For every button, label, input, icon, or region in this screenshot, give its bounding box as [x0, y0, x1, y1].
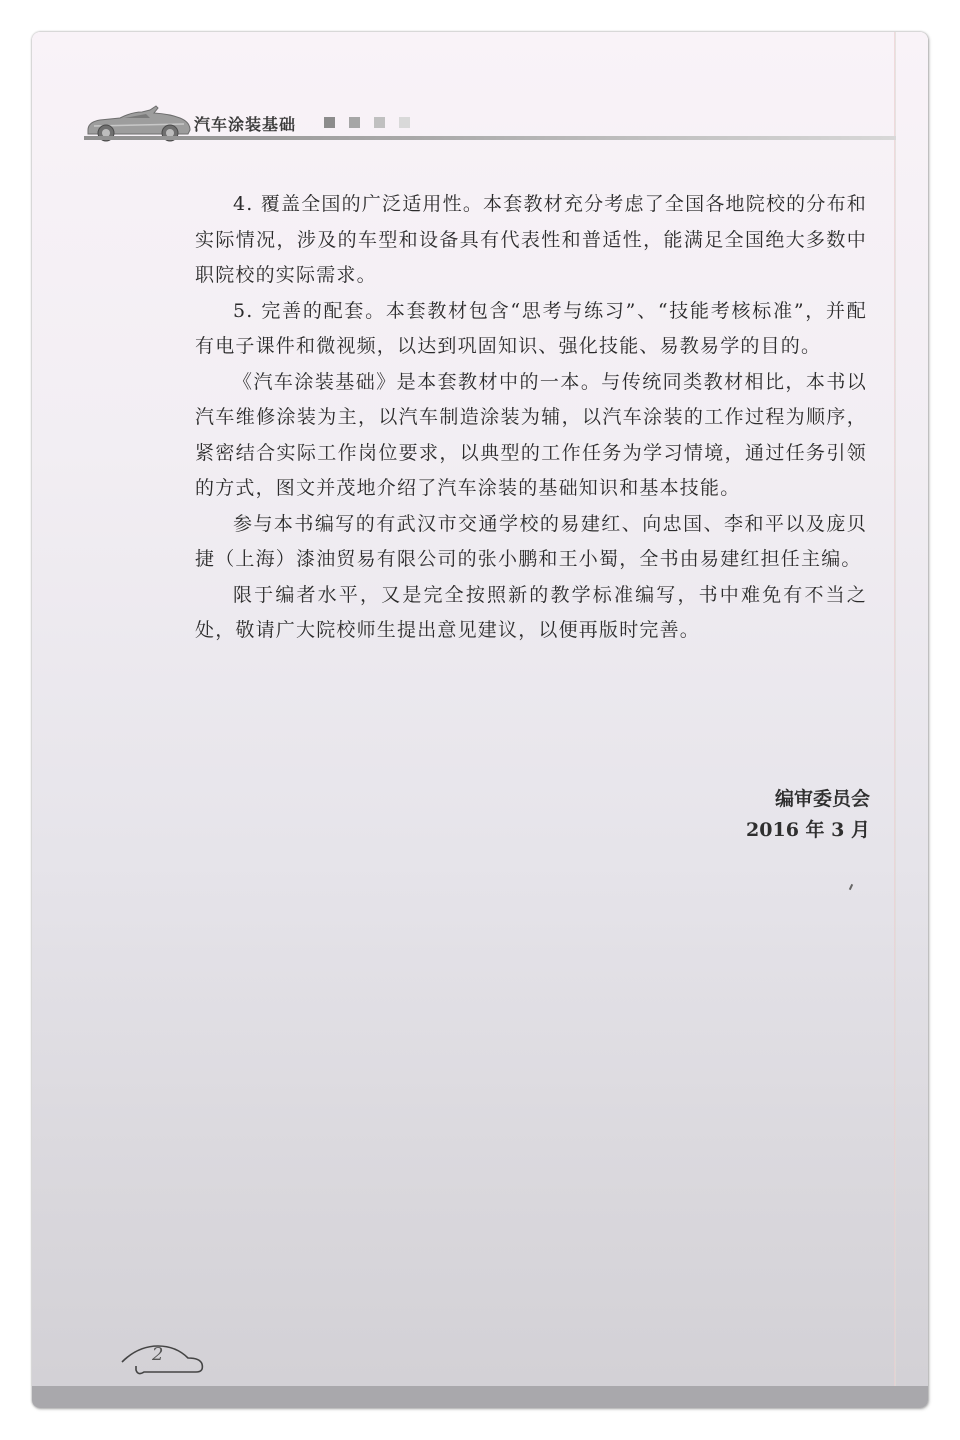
page-bottom-band: [32, 1386, 928, 1408]
header-decor-squares: [324, 117, 410, 128]
signature-date: 2016 年 3 月: [746, 819, 870, 841]
decor-square: [349, 117, 360, 128]
running-header: [84, 100, 904, 144]
book-page: [32, 32, 928, 1408]
paragraph-coverage: 4. 覆盖全国的广泛适用性。本套教材充分考虑了全国各地院校的分布和实际情况，涉及的车型和设备具有代表性和普适性，能满足全国绝大多数中职院校的实际需求。: [195, 193, 867, 286]
page-number: 2: [152, 1344, 164, 1365]
signature-author: 编审委员会: [774, 788, 870, 810]
decor-square: [399, 117, 410, 128]
paragraph-disclaimer: 限于编者水平，又是完全按照新的教学标准编写，书中难免有不当之处，敬请广大院校师生提出意见建议，以便再版时完善。: [195, 583, 867, 641]
page-edge-line: [894, 32, 896, 1408]
header-rule: [84, 136, 896, 140]
book-title: 汽车涂装基础: [194, 115, 297, 134]
paragraph-book-intro: 《汽车涂装基础》是本套教材中的一本。与传统同类教材相比，本书以汽车维修涂装为主，以汽车制造涂装为辅，以汽车涂装的工作过程为顺序，紧密结合实际工作岗位要求，以典型的工作任务为学习情境，通过任务引领的方式，图文并茂地介绍了汽车涂装的基础知识和基本技能。: [195, 370, 867, 499]
decor-square: [374, 117, 385, 128]
body-text: [195, 187, 867, 649]
pen-mark: [849, 884, 853, 890]
paragraph-authors: 参与本书编写的有武汉市交通学校的易建红、向忠国、李和平以及庞贝捷（上海）漆油贸易有限公司的张小鹏和王小蜀，全书由易建红担任主编。: [195, 512, 867, 570]
decor-square: [324, 117, 335, 128]
signature-block: [746, 784, 870, 846]
paragraph-supporting-materials: 5. 完善的配套。本套教材包含“思考与练习”、“技能考核标准”，并配有电子课件和微视频，以达到巩固知识、强化技能、易教易学的目的。: [195, 299, 867, 357]
